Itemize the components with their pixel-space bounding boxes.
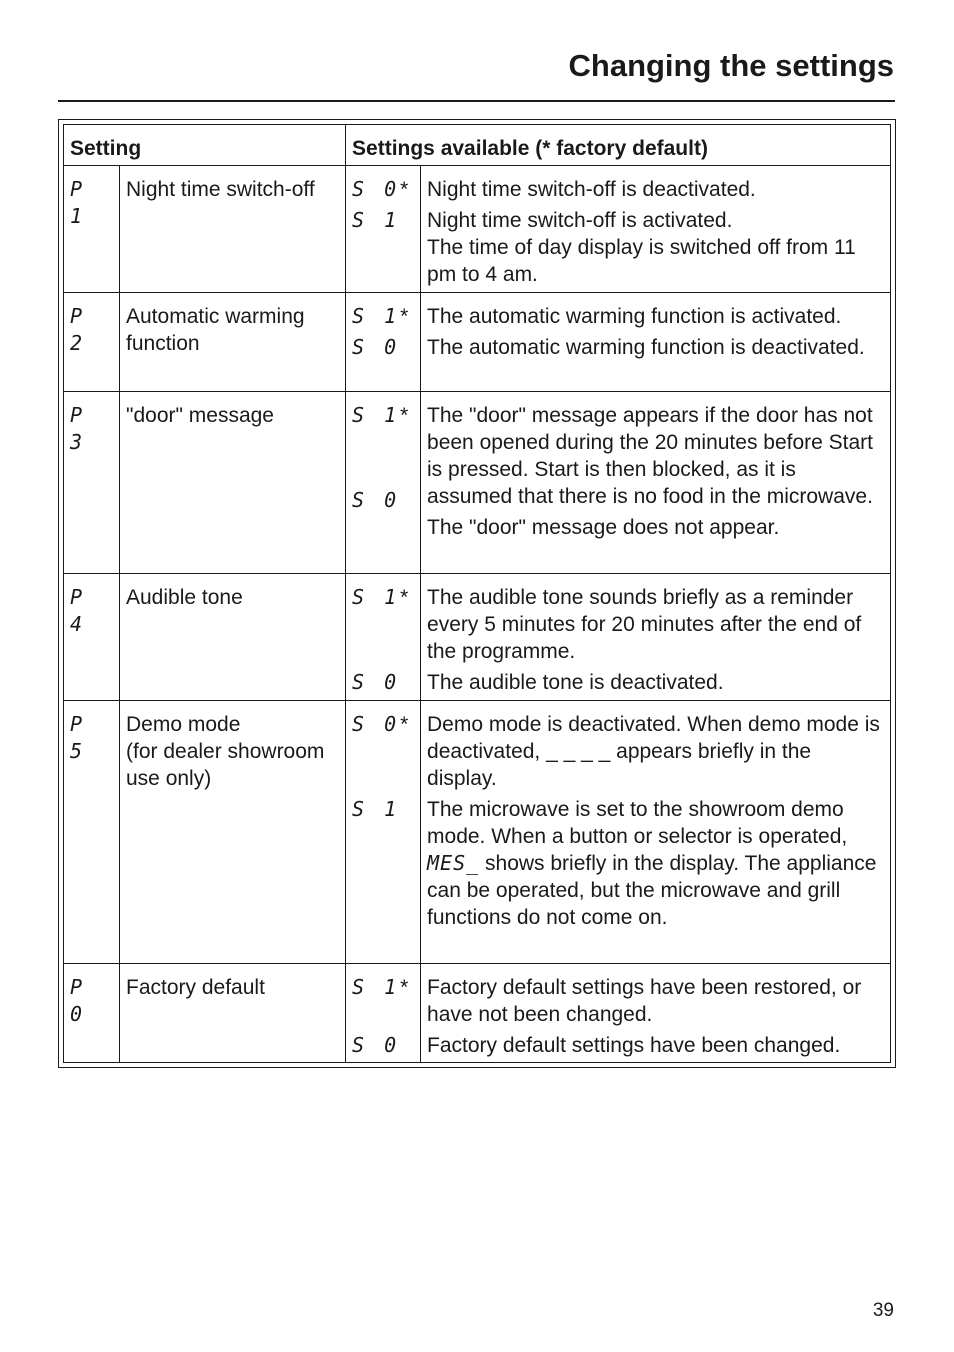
- setting-name: Automatic warming function: [120, 293, 346, 392]
- setting-code: P 1: [64, 166, 120, 293]
- table-row: [64, 574, 891, 701]
- setting-code: P 2: [64, 293, 120, 392]
- setting-values: S 0* S 1: [346, 701, 421, 964]
- setting-description: Night time switch-off is deactivated. Night time switch-off is activated. The time of day display is switched off from 11 pm to 4 am.: [421, 166, 891, 293]
- title-rule: [58, 100, 895, 102]
- page-number: 39: [872, 1300, 894, 1321]
- value-option: S 0: [352, 177, 401, 201]
- setting-name: Night time switch-off: [120, 166, 346, 293]
- setting-values: S 1* S 0: [346, 293, 421, 392]
- setting-name: "door" message: [120, 392, 346, 574]
- setting-values: S 1* S 0: [346, 964, 421, 1063]
- setting-description: The automatic warming function is activated. The automatic warming function is deactivated.: [421, 293, 891, 392]
- setting-description: The "door" message appears if the door has not been opened during the 20 minutes before Start is pressed. Start is then blocked, as it is assumed that there is no food in the microwave. The "door" message does not appear.: [421, 392, 891, 574]
- value-option: S 1: [352, 208, 401, 232]
- value-option: S 0: [352, 1033, 401, 1057]
- value-option: S 1: [352, 975, 401, 999]
- setting-description: Demo mode is deactivated. When demo mode is deactivated, _ _ _ _ appears briefly in the display. The microwave is set to the showroom demo mode. When a button or selector is operated, MES_ shows briefly in the display. The appliance can be operated, but the microwave and grill functions do not come on.: [421, 701, 891, 964]
- table-row: [64, 964, 891, 1063]
- setting-code: P 4: [64, 574, 120, 701]
- setting-values: S 1* S 0: [346, 392, 421, 574]
- setting-code: P 0: [64, 964, 120, 1063]
- table-row: [64, 166, 891, 293]
- value-option: S 1: [352, 403, 401, 427]
- setting-values: S 0* S 1: [346, 166, 421, 293]
- setting-code: P 5: [64, 701, 120, 964]
- settings-table-frame: [58, 119, 896, 1068]
- table-header-row: [64, 125, 891, 166]
- setting-name: Demo mode (for dealer showroom use only): [120, 701, 346, 964]
- value-option: S 1: [352, 797, 401, 821]
- setting-description: The audible tone sounds briefly as a reminder every 5 minutes for 20 minutes after the end of the programme. The audible tone is deactivated.: [421, 574, 891, 701]
- table-row: [64, 392, 891, 574]
- value-option: S 0: [352, 335, 401, 359]
- setting-name: Audible tone: [120, 574, 346, 701]
- table-row: [64, 293, 891, 392]
- value-option: S 1: [352, 304, 401, 328]
- header-setting: Setting: [64, 125, 346, 166]
- setting-values: S 1* S 0: [346, 574, 421, 701]
- value-option: S 0: [352, 488, 401, 512]
- value-option: S 0: [352, 670, 401, 694]
- page-title: Changing the settings: [568, 48, 894, 83]
- value-option: S 1: [352, 585, 401, 609]
- display-code-mes: MES_: [427, 851, 480, 875]
- settings-table: [63, 124, 891, 1063]
- header-settings-available: Settings available (* factory default): [346, 125, 891, 166]
- setting-name: Factory default: [120, 964, 346, 1063]
- setting-description: Factory default settings have been restored, or have not been changed. Factory default settings have been changed.: [421, 964, 891, 1063]
- value-option: S 0: [352, 712, 401, 736]
- setting-code: P 3: [64, 392, 120, 574]
- table-row: [64, 701, 891, 964]
